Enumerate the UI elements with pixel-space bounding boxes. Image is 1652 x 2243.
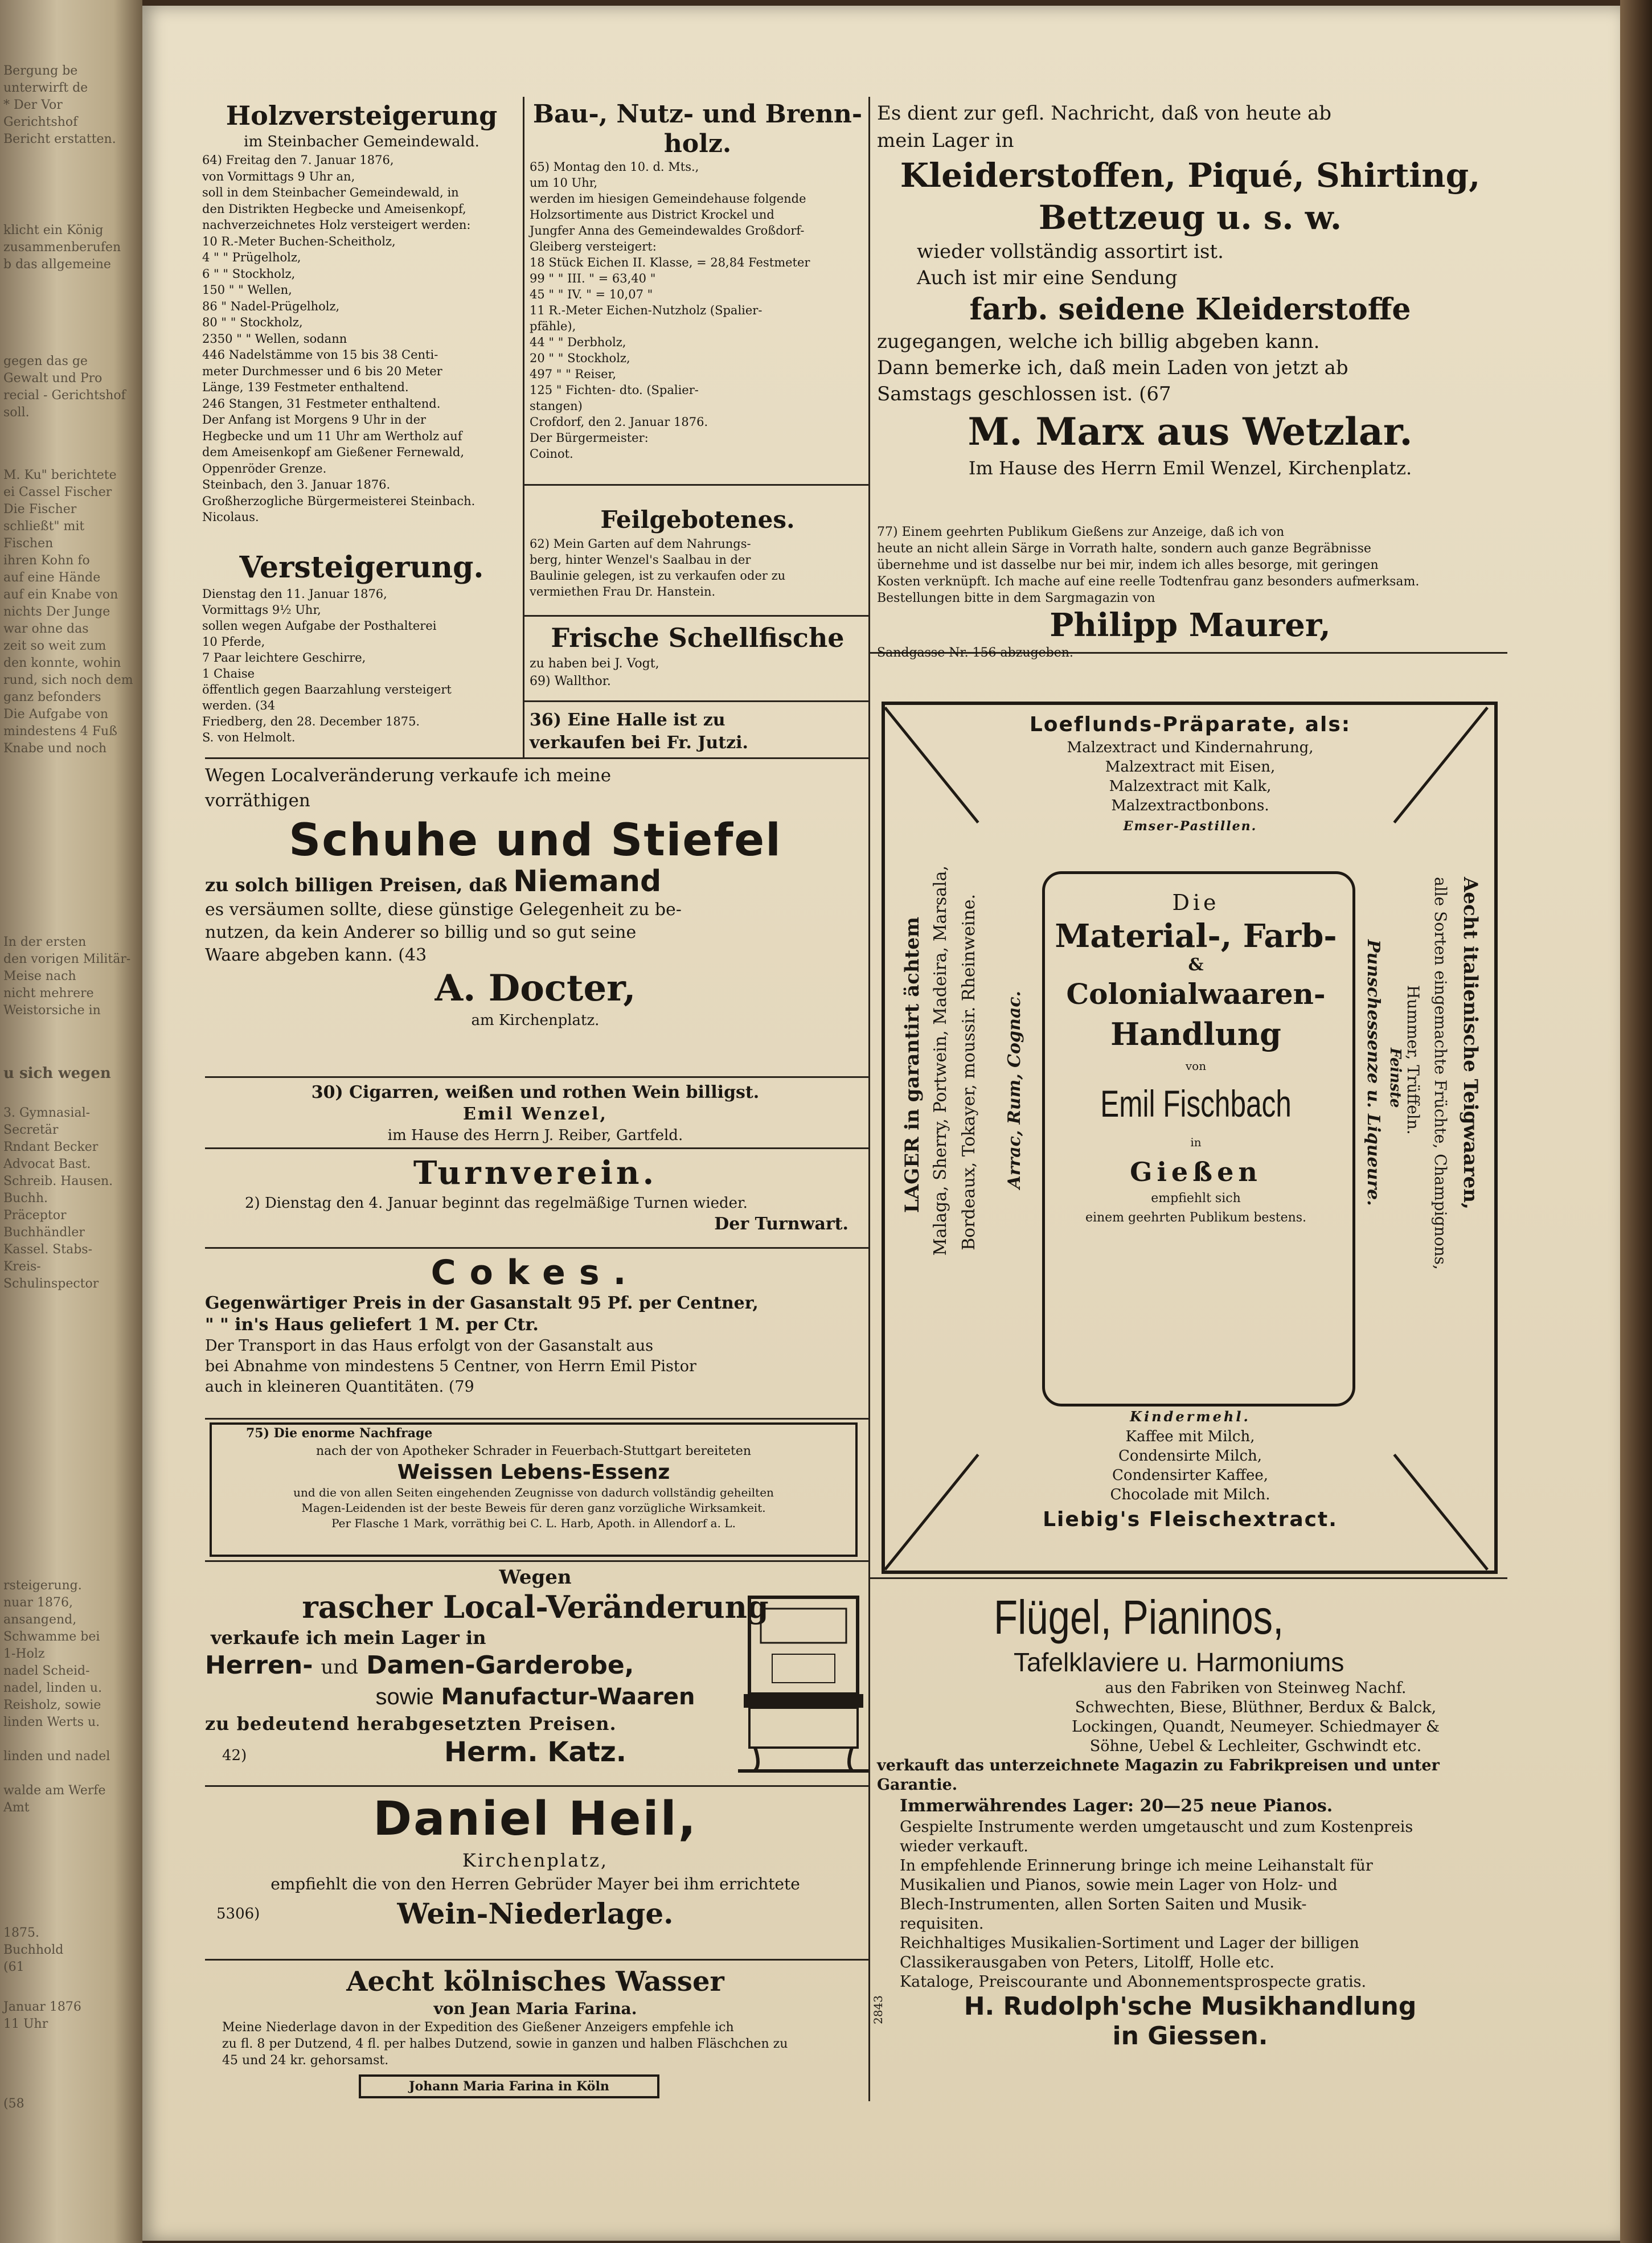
ad-title: Frische Schellfische (551, 622, 845, 653)
ad-koelnisches-wasser (205, 1965, 866, 2107)
ad-body: verkauft das unterzeichnete Magazin zu Fabrikpreisen und unter Garantie. (877, 1757, 1440, 1794)
left-page-fragment: u sich wegen (3, 1065, 111, 1082)
ad-body: zugegangen, welche ich billig abgeben kann. Dann bemerke ich, daß mein Laden von jetzt ab Samstags geschlossen ist. (67 (877, 330, 1348, 405)
section-rule (524, 615, 868, 617)
ad-body: wieder vollständig assortirt ist. Auch ist mir eine Sendung (917, 240, 1224, 289)
fischbach-top-panel (968, 712, 1412, 866)
fischbach-right-panel: Hummer, Trüffeln. (1404, 985, 1423, 1135)
fischbach-left-panel: Malaga, Sherry, Portwein, Madeira, Marsala, (930, 866, 950, 1256)
center-name: Emil Fischbach (1100, 1082, 1292, 1125)
ad-halle (530, 709, 866, 757)
ad-marx (877, 100, 1503, 527)
ad-cokes (205, 1253, 866, 1415)
ad-body: 36) Eine Halle ist zu verkaufen bei Fr. Jutzi. (530, 710, 748, 753)
center-amp: & (1188, 955, 1204, 975)
ad-name: Emil Wenzel, (463, 1104, 608, 1124)
ad-title: Flügel, Pianinos, (994, 1590, 1284, 1644)
ad-holzversteigerung (202, 100, 521, 550)
ad-title: Aecht kölnisches Wasser (346, 1966, 724, 1998)
ad-place: Kirchenplatz, (462, 1850, 609, 1871)
left-page-fragment: In der ersten den vorigen Militär- Meise nach nicht mehrere Weistorsiche in (3, 935, 131, 1018)
column-rule (868, 97, 870, 2101)
ad-body: und die von allen Seiten eingehenden Zeugnisse von dadurch vollständig geheilten Magen-Leidenden ist der beste Beweis für deren ganz vorzügliche Wirksamkeit. Per Flasche 1 Mark, vorräthig bei C. L. Harb, Apoth. in Allendorf a. L. (293, 1486, 774, 1530)
left-page-fragment: M. Ku" berichtete ei Cassel Fischer Die Fischer schließt" mit Fischen ihren Kohn fo auf eine Hände auf ein Knabe von nichts Der Junge war ohne das zeit so weit zum den konnte, wohin rund, sich noch dem ganz befonders Die Aufgabe von mindestens 4 Fuß Knabe und noch (3, 468, 133, 756)
ad-subtitle: im Steinbacher Gemeindewald. (244, 133, 479, 150)
fischbach-bottom-panel (979, 1407, 1401, 1560)
ad-name: M. Marx aus Wetzlar. (968, 409, 1413, 454)
left-page-fragment: gegen das ge Gewalt und Pro recial - Gerichtshof soll. (3, 354, 126, 420)
fischbach-right-panel: alle Sorten eingemachte Früchte, Champignons, (1431, 877, 1450, 1270)
ad-line: Manufactur-Waaren (441, 1684, 695, 1710)
ad-line: verkaufe ich mein Lager in (211, 1627, 486, 1649)
center-text: empfiehlt sich einem geehrten Publikum bestens. (1085, 1191, 1307, 1225)
panel-body: Kaffee mit Milch, Condensirte Milch, Condensirter Kaffee, Chocolade mit Milch. (1110, 1428, 1270, 1503)
ad-head: Wegen (499, 1566, 572, 1589)
left-page-edge (0, 0, 142, 2243)
ad-line: Herren- (205, 1651, 313, 1680)
ad-body: Gespielte Instrumente werden umgetauscht und zum Kostenpreis wieder verkauft. In empfehlende Erinnerung bringe ich meine Leihanstalt für Musikalien und Pianos, sowie mein Lager von Holz- und Blech-Instrumenten, allen Sorten Saiten und Musik- requisiten. Reichhaltiges Musikalien-Sortiment und Lager der billigen Classikerausgaben von Peters, Litolff, Holle etc. Kataloge, Preiscourante und Abonnementsprospecte gratis. (900, 1818, 1413, 1991)
section-rule (524, 700, 868, 702)
ad-place: Im Hause des Herrn Emil Wenzel, Kirchenplatz. (968, 457, 1412, 479)
panel-body: Malzextract und Kindernahrung, Malzextract mit Eisen, Malzextract mit Kalk, Malzextractbonbons. (1067, 739, 1314, 814)
ad-place: am Kirchenplatz. (471, 1012, 600, 1029)
ad-body: zu solch billigen Preisen, daß (205, 874, 507, 896)
ad-daniel-heil (205, 1791, 866, 1956)
panel-foot: Liebig's Fleischextract. (1043, 1508, 1338, 1531)
left-page-fragment: klicht ein König zusammenberufen b das allgemeine (3, 223, 121, 272)
ad-signature: Johann Maria Farina in Köln (359, 2074, 659, 2098)
section-rule (205, 1418, 868, 1420)
ad-line: " " in's Haus geliefert 1 M. per Ctr. (205, 1315, 539, 1335)
ad-title: Holzversteigerung (226, 100, 498, 131)
ad-intro: Wegen Localveränderung verkaufe ich meine vorräthigen (205, 765, 612, 811)
ad-title: Kleiderstoffen, Piqué, Shirting, (900, 156, 1481, 195)
ad-line: Damen-Garderobe, (366, 1651, 634, 1680)
ad-title: Turnverein. (413, 1154, 658, 1192)
ad-body: aus den Fabriken von Steinweg Nachf. Schwechten, Biese, Blüthner, Berdux & Balck, Lockingen, Quandt, Neumeyer. Schiedmayer & Söhne, Uebel & Lechleiter, Gschwindt etc. (1071, 1679, 1440, 1755)
center-text: von (1185, 1059, 1207, 1073)
ad-title: Schuhe und Stiefel (289, 815, 782, 866)
ad-place: im Hause des Herrn J. Reiber, Gartfeld. (387, 1127, 683, 1144)
section-rule (205, 1247, 868, 1249)
left-page-fragment: (58 (3, 2097, 24, 2111)
center-city: Gießen (1130, 1157, 1262, 1187)
ad-title: Weissen Lebens-Essenz (397, 1461, 670, 1484)
ad-line: 69) Wallthor. (530, 674, 611, 688)
left-page-fragment: rsteigerung. nuar 1876, ansangend, Schwamme bei 1-Holz nadel Scheid- nadel, linden u. Reisholz, sowie linden Werts u. linden und nadel walde am Werfe Amt (3, 1578, 110, 1815)
ad-name: A. Docter, (434, 967, 636, 1010)
section-rule (205, 1147, 868, 1149)
panel-title: Loeflunds-Präparate, als: (1029, 713, 1351, 736)
section-rule (205, 757, 868, 759)
section-rule (870, 1577, 1507, 1579)
section-rule (205, 1560, 868, 1562)
ad-line: zu haben bei J. Vogt, (530, 657, 659, 671)
fischbach-right-panel: Feinste (1387, 1048, 1404, 1108)
ad-title: Versteigerung. (239, 550, 484, 585)
panel-foot: Emser-Pastillen. (1123, 819, 1257, 834)
ad-number: 2843 (871, 1995, 885, 2024)
ad-title: Bettzeug u. s. w. (1038, 198, 1342, 237)
fischbach-right-panel: Aecht italienische Teigwaaren, (1459, 877, 1482, 1209)
ad-signature: Der Turnwart. (714, 1214, 848, 1234)
left-page-fragment: Bergung be unterwirft de * Der Vor Gerichtshof Bericht erstatten. (3, 64, 116, 146)
ad-feilgebotenes (530, 504, 866, 612)
ad-body: Dienstag den 11. Januar 1876, Vormittags 9½ Uhr, sollen wegen Aufgabe der Posthalterei 10 Pferde, 7 Paar leichtere Geschirre, 1 Chaise öffentlich gegen Baarzahlung versteigert werden. (34 Friedberg, den 28. December 1875. S. von Helmolt. (202, 587, 452, 744)
right-page-edge (1620, 0, 1652, 2243)
ad-name: H. Rudolph'sche Musikhandlung (964, 1992, 1417, 2021)
fischbach-center (1048, 888, 1344, 1389)
ad-highlight: Niemand (513, 864, 662, 899)
section-rule (205, 1959, 868, 1961)
ad-title: Bau-, Nutz- und Brenn- holz. (532, 100, 863, 158)
ad-title: Cokes. (431, 1253, 640, 1293)
ad-bau-nutz-brennholz (530, 100, 866, 481)
ad-turnverein (205, 1153, 866, 1244)
left-page-fragment: 1875. Buchhold (61 (3, 1926, 64, 1974)
ad-versteigerung-friedberg (202, 550, 521, 754)
center-title: Handlung (1110, 1016, 1281, 1052)
center-text: in (1190, 1135, 1202, 1149)
section-rule (524, 484, 868, 486)
column-rule (523, 97, 524, 757)
fischbach-left-panel: LAGER in garantirt ächtem (901, 917, 924, 1213)
center-text: Die (1172, 890, 1220, 915)
left-page-fragment: Januar 1876 11 Uhr (3, 2000, 81, 2031)
section-rule (205, 1785, 868, 1787)
ad-name: Herm. Katz. (444, 1736, 627, 1768)
ad-maurer (877, 524, 1503, 660)
ad-number: 42) (222, 1747, 247, 1764)
ad-rudolph (871, 1589, 1503, 2107)
ad-body: Es dient zur gefl. Nachricht, daß von heute ab mein Lager in (877, 102, 1332, 152)
section-rule (205, 1076, 868, 1078)
ad-line: sowie (375, 1684, 434, 1709)
ad-body: es versäumen sollte, diese günstige Gelegenheit zu be- nutzen, da kein Anderer so billig und so gut seine Waare abgeben kann. (43 (205, 900, 682, 965)
ad-head: 75) Die enorme Nachfrage (246, 1426, 433, 1441)
center-title: Material-, Farb- (1055, 917, 1337, 955)
ad-body: 77) Einem geehrten Publikum Gießens zur Anzeige, daß ich von heute an nicht allein Särge in Vorrath halte, sondern auch ganze Begräbnisse übernehme und ist dasselbe nur bei mir, indem ich alles besorge, mit geringen Kosten verknüpft. Ich mache auf eine reelle Todtenfrau ganz besonders aufmerksam. Bestellungen bitte in dem Sargmagazin von (877, 525, 1420, 605)
ad-name: Wein-Niederlage. (397, 1897, 674, 1930)
ad-schuhe-stiefel (205, 763, 866, 1073)
ad-foot: Sandgasse Nr. 156 abzugeben. (877, 646, 1073, 660)
ad-line: 30) Cigarren, weißen und rothen Wein billigst. (311, 1082, 760, 1102)
ad-number: 5306) (216, 1905, 260, 1922)
fischbach-left-panel: Bordeaux, Tokayer, moussir. Rheinweine. (959, 894, 979, 1250)
ad-schellfische (530, 621, 866, 698)
fischbach-right-panel: Punschessenze u. Liqueure. (1363, 940, 1383, 1206)
ad-body: Meine Niederlage davon in der Expedition des Gießener Anzeigers empfehle ich zu fl. 8 per Dutzend, 4 fl. per halbes Dutzend, sowie in ganzen und halben Fläschchen zu 45 und 24 kr. gehorsamst. (222, 2020, 788, 2068)
ad-title: Daniel Heil, (373, 1792, 698, 1846)
ad-body: 2) Dienstag den 4. Januar beginnt das regelmäßige Turnen wieder. (245, 1195, 748, 1212)
ad-line: Gegenwärtiger Preis in der Gasanstalt 95 Pf. per Centner, (205, 1293, 759, 1313)
ad-line: nach der von Apotheker Schrader in Feuerbach-Stuttgart bereiteten (315, 1444, 752, 1458)
ad-body: empfiehlt die von den Herren Gebrüder Mayer bei ihm errichtete (270, 1875, 800, 1893)
ad-lebens-essenz (210, 1422, 858, 1557)
ad-title: farb. seidene Kleiderstoffe (969, 292, 1411, 327)
piano-illustration (738, 1586, 869, 1774)
panel-title: Kindermehl. (1130, 1408, 1251, 1425)
ad-by: von Jean Maria Farina. (433, 1999, 637, 2018)
ad-body: 65) Montag den 10. d. Mts., um 10 Uhr, werden im hiesigen Gemeindehause folgende Holzsortimente aus District Krockel und Jungfer Anna des Gemeindewaldes Großdorf- Gleiberg versteigert: 18 Stück Eichen II. Klasse, = 28,84 Festmeter 99 " " III. " = 63,40 " 45 " " IV. " = 10,07 " 11 R.-Meter Eichen-Nutzholz (Spalier- pfähle), 44 " " Derbholz, 20 " " Stockholz, 497 " " Reiser, 125 " Fichten- dto. (Spalier- stangen) Crofdorf, den 2. Januar 1876. Der Bürgermeister: Coinot. (530, 160, 810, 461)
fischbach-left-panel: Arrac, Rum, Cognac. (1005, 991, 1024, 1189)
ad-cigarren (205, 1082, 866, 1146)
ad-body: Der Transport in das Haus erfolgt von der Gasanstalt aus bei Abnahme von mindestens 5 Centner, von Herrn Emil Pistor auch in kleineren Quantitäten. (79 (205, 1337, 696, 1396)
left-page-fragment: 3. Gymnasial- Secretär Rndant Becker Advocat Bast. Schreib. Hausen. Buchh. Präceptor Buchhändler Kassel. Stabs- Kreis-Schulinspector (3, 1106, 113, 1291)
ad-line: und (321, 1656, 359, 1679)
ad-body: 62) Mein Garten auf dem Nahrungs- berg, hinter Wenzel's Saalbau in der Baulinie gelegen, ist zu verkaufen oder zu vermiethen Frau Dr. Hanstein. (530, 537, 786, 598)
ad-title: rascher Local-Veränderung (302, 1589, 769, 1625)
ad-body: Immerwährendes Lager: 20—25 neue Pianos. (900, 1796, 1333, 1816)
ad-name: Philipp Maurer, (1050, 606, 1331, 644)
ad-name: in Giessen. (1112, 2021, 1268, 2051)
ad-body: 64) Freitag den 7. Januar 1876, von Vormittags 9 Uhr an, soll in dem Steinbacher Gemeindewald, in den Distrikten Hegbecke und Ameisenkopf, nachverzeichnetes Holz versteigert werden: 10 R.-Meter Buchen-Scheitholz, 4 " " Prügelholz, 6 " " Stockholz, 150 " " Wellen, 86 " Nadel-Prügelholz, 80 " " Stockholz, 2350 " " Wellen, sodann 446 Nadelstämme von 15 bis 38 Centi- meter Durchmesser und 6 bis 20 Meter Länge, 139 Festmeter enthaltend. 246 Stangen, 31 Festmeter enthaltend. Der Anfang ist Morgens 9 Uhr in der Hegbecke und um 11 Uhr am Wertholz auf dem Ameisenkopf am Gießener Fernewald, Oppenröder Grenze. Steinbach, den 3. Januar 1876. Großherzogliche Bürgermeisterei Steinbach. Nicolaus. (202, 153, 475, 524)
ad-title: Feilgebotenes. (600, 506, 795, 534)
ad-title: Tafelklaviere u. Harmoniums (1014, 1647, 1344, 1677)
center-title: Colonialwaaren- (1066, 977, 1326, 1011)
ad-line: zu bedeutend herabgesetzten Preisen. (205, 1713, 617, 1734)
